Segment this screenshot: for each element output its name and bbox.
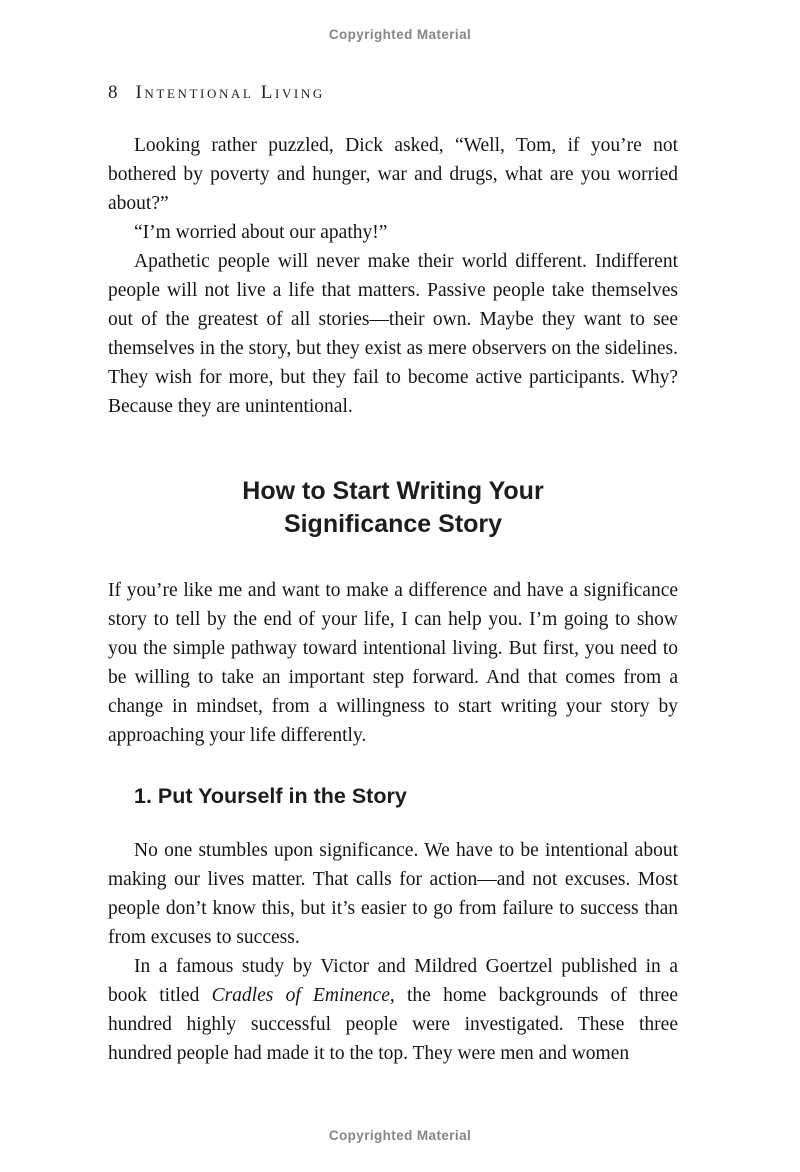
paragraph-apathetic-people: Apathetic people will never make their world different. Indifferent people will not live a life that matters. Passive people take themselves out of the greatest of all stories—their own. Maybe they want to see themselves in the story, but they exist as mere observers on the sidelines. They wish for more, but they fail to become active participants. Why? Because they are unintentional. [108, 251, 678, 417]
paragraph-apathy-quote: “I’m worried about our apathy!” [134, 222, 388, 243]
book-title-cradles-of-eminence: Cradles of Eminence [211, 985, 390, 1006]
paragraph-goertzel-study [108, 952, 678, 1068]
paragraph-dick-question: Looking rather puzzled, Dick asked, “Well, Tom, if you’re not bothered by poverty and hunger, war and drugs, what are you worried about?” [108, 135, 678, 214]
copyright-watermark-bottom: Copyrighted Material [328, 1128, 472, 1143]
study-text-before: In a famous study by Victor and Mildred Goertzel published in a book titled [108, 956, 678, 1006]
study-text-after: , the home backgrounds of three hundred highly successful people were investigated. These three hundred people had made it to the top. They were men and women [108, 985, 678, 1064]
body-text-block [108, 131, 678, 1068]
paragraph-no-one-stumbles: No one stumbles upon significance. We have to be intentional about making our lives matter. That calls for action—and not excuses. Most people don’t know this, but it’s easier to go from failure to success than from excuses to success. [108, 840, 678, 948]
subsection-heading-put-yourself: 1. Put Yourself in the Story [134, 784, 407, 808]
section-heading-line-1: How to Start Writing Your [242, 477, 544, 505]
section-heading [108, 475, 678, 541]
section-heading-line-2: Significance Story [283, 510, 503, 538]
page-number: 8 [108, 82, 118, 103]
running-title: Intentional Living [135, 82, 325, 103]
running-header [108, 82, 325, 104]
copyright-watermark-top: Copyrighted Material [328, 27, 472, 42]
paragraph-intro-pathway: If you’re like me and want to make a difference and have a significance story to tell by the end of your life, I can help you. I’m going to show you the simple pathway toward intentional living. But first, you need to be willing to take an important step forward. And that comes from a change in mindset, from a willingness to start writing your story by approaching your life differently. [108, 580, 678, 746]
